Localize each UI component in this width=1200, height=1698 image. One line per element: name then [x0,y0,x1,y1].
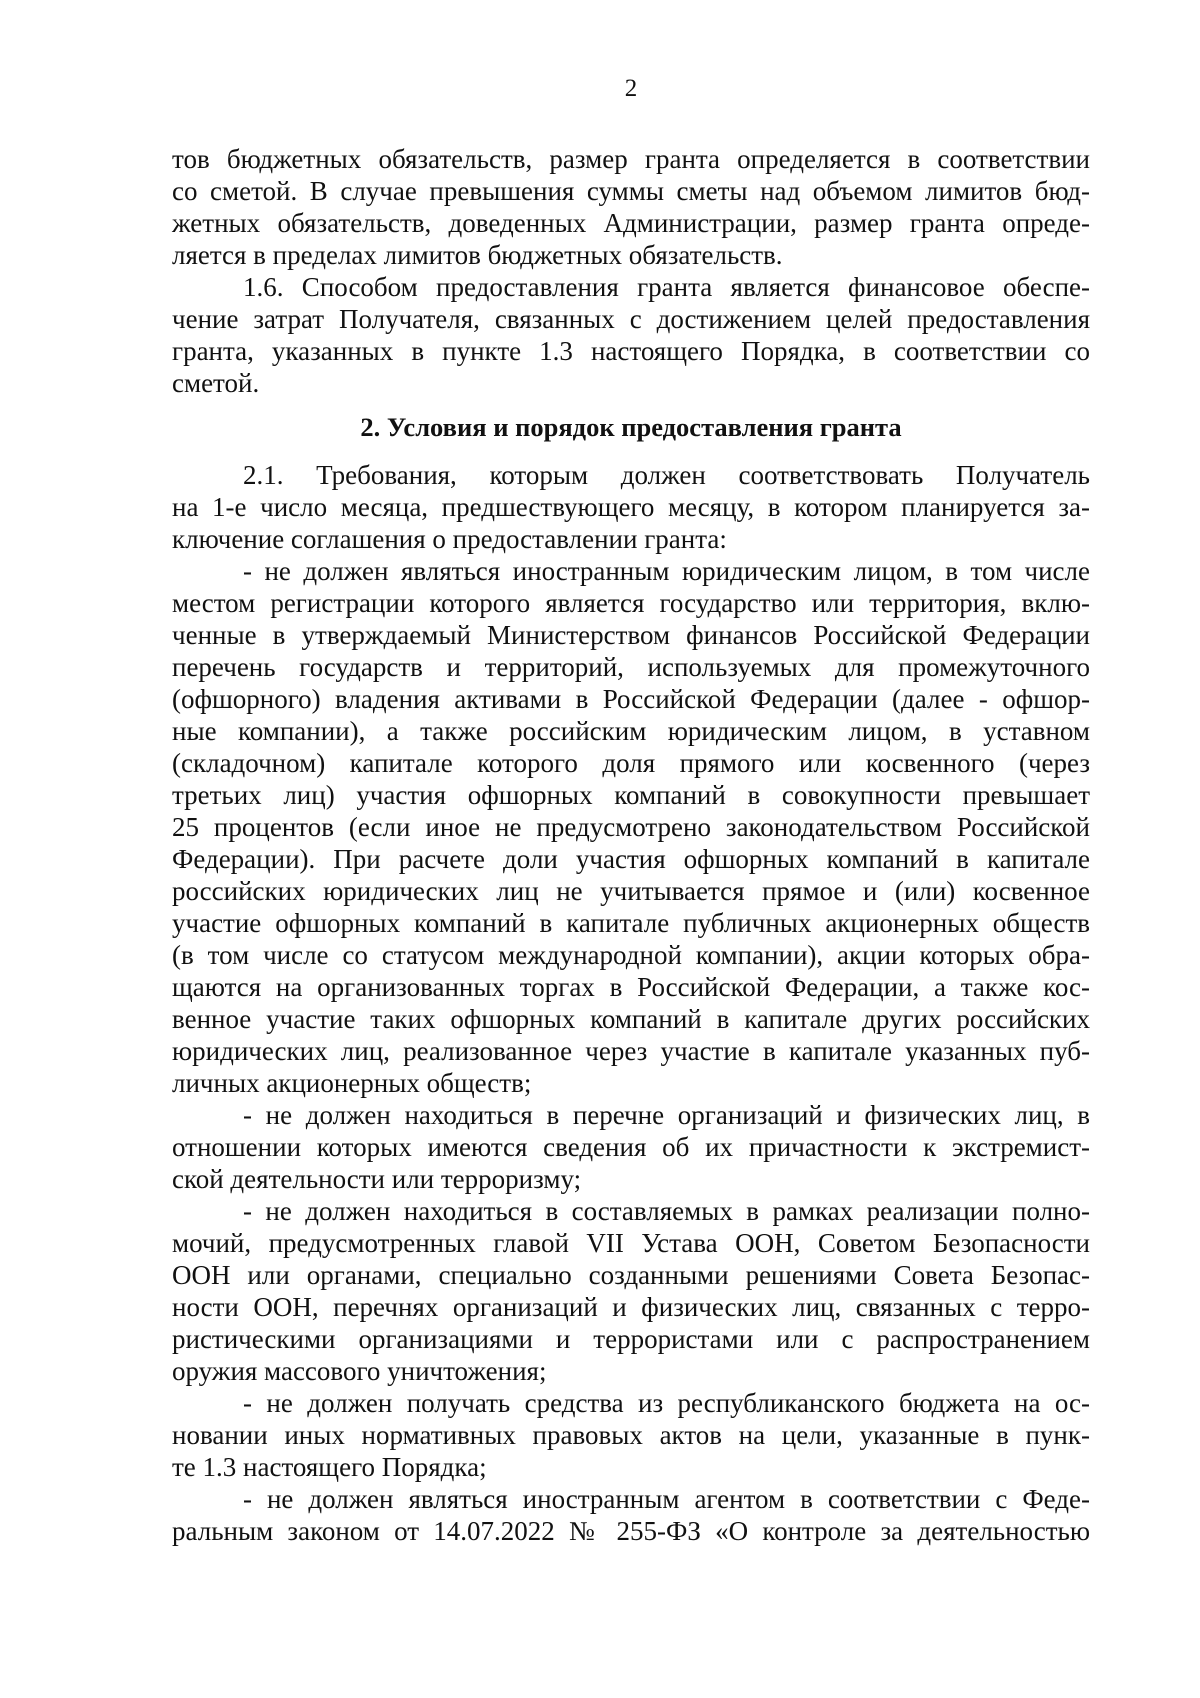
text-line: отношении которых имеются сведения об их причастности к экстремист- [172,1132,1090,1162]
page-number: 2 [624,75,638,102]
text-line: - не должен находиться в составляемых в рамках реализации полно- [243,1196,1090,1226]
text-line: ключение соглашения о предоставлении гранта: [172,524,727,554]
text-line: 2.1. Требования, которым должен соответствовать Получатель [243,460,1090,490]
text-line: (офшорного) владения активами в Российской Федерации (далее - офшор- [172,684,1090,714]
document-body [172,143,1090,1547]
text-line: личных акционерных обществ; [172,1068,532,1098]
text-line: - не должен получать средства из республиканского бюджета на ос- [243,1388,1090,1418]
text-line: ляется в пределах лимитов бюджетных обязательств. [172,240,783,270]
section-heading: 2. Условия и порядок предоставления гранта [360,412,902,442]
text-line: юридических лиц, реализованное через участие в капитале указанных пуб- [172,1036,1090,1066]
text-line: ской деятельности или терроризму; [172,1164,582,1194]
text-line: сметой. [172,368,260,398]
text-line: (в том числе со статусом международной компании), акции которых обра- [172,940,1090,970]
text-line: перечень государств и территорий, используемых для промежуточного [172,652,1090,682]
text-line: жетных обязательств, доведенных Администрации, размер гранта опреде- [172,208,1090,238]
text-line: оружия массового уничтожения; [172,1356,547,1386]
text-line: на 1-е число месяца, предшествующего месяцу, в котором планируется за- [172,492,1090,522]
text-line: гранта, указанных в пункте 1.3 настоящего Порядка, в соответствии со [172,336,1090,366]
text-line: со сметой. В случае превышения суммы сметы над объемом лимитов бюд- [172,176,1090,206]
text-line: российских юридических лиц не учитывается прямое и (или) косвенное [172,876,1090,906]
text-line: ристическими организациями и террористами или с распространением [172,1324,1090,1354]
text-line: - не должен являться иностранным агентом в соответствии с Феде- [243,1484,1090,1514]
text-line: третьих лиц) участия офшорных компаний в совокупности превышает [172,780,1090,810]
text-line: новании иных нормативных правовых актов на цели, указанные в пунк- [172,1420,1090,1450]
text-line: 25 процентов (если иное не предусмотрено законодательством Российской [172,812,1090,842]
text-line: ральным законом от 14.07.2022 № 255-ФЗ «О контроле за деятельностью [172,1516,1090,1546]
text-line: участие офшорных компаний в капитале публичных акционерных обществ [172,908,1090,938]
text-line: 1.6. Способом предоставления гранта является финансовое обеспе- [243,272,1090,302]
text-line: ООН или органами, специально созданными решениями Совета Безопас- [172,1260,1090,1290]
text-line: щаются на организованных торгах в Российской Федерации, а также кос- [172,972,1090,1002]
text-line: те 1.3 настоящего Порядка; [172,1452,487,1482]
text-line: - не должен находиться в перечне организаций и физических лиц, в [243,1100,1090,1130]
text-line: - не должен являться иностранным юридическим лицом, в том числе [243,556,1090,586]
text-line: (складочном) капитале которого доля прямого или косвенного (через [172,748,1090,778]
text-line: мочий, предусмотренных главой VII Устава ООН, Советом Безопасности [172,1228,1090,1258]
text-line: ности ООН, перечнях организаций и физических лиц, связанных с терро- [172,1292,1090,1322]
text-line: тов бюджетных обязательств, размер гранта определяется в соответствии [172,144,1090,174]
text-line: ные компании), а также российским юридическим лицом, в уставном [172,716,1090,746]
text-line: чение затрат Получателя, связанных с достижением целей предоставления [172,304,1090,334]
text-line: венное участие таких офшорных компаний в капитале других российских [172,1004,1090,1034]
text-line: ченные в утверждаемый Министерством финансов Российской Федерации [172,620,1090,650]
text-line: Федерации). При расчете доли участия офшорных компаний в капитале [172,844,1090,874]
text-line: местом регистрации которого является государство или территория, вклю- [172,588,1090,618]
